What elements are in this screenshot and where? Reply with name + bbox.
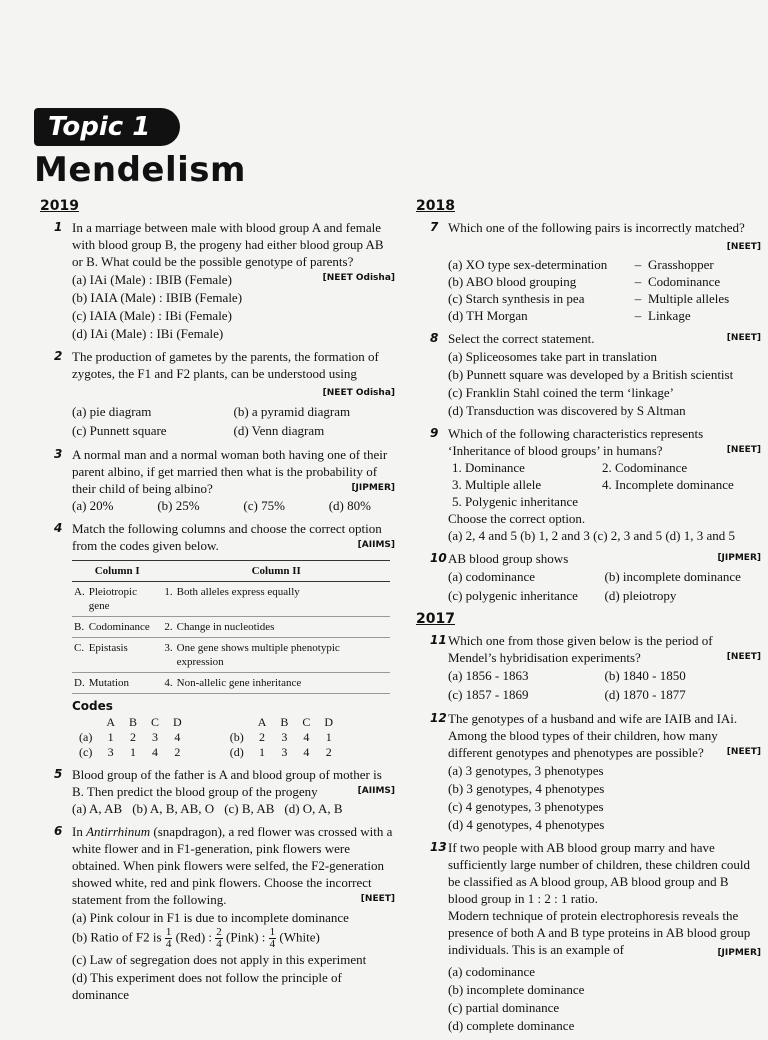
table-row bbox=[72, 582, 390, 617]
pair-left: (c) Starch synthesis in pea bbox=[448, 291, 585, 306]
fraction-numerator: 2 bbox=[216, 926, 222, 938]
source-tag: [NEET] bbox=[726, 333, 761, 343]
code-label: (c) bbox=[79, 745, 93, 759]
source-tag: [JIPMER] bbox=[351, 483, 395, 493]
fraction-numerator: 1 bbox=[269, 926, 276, 938]
code-cell: 4 bbox=[174, 730, 181, 744]
code-cell: 3 bbox=[281, 745, 288, 759]
option-c: (c) Law of segregation does not apply in this experiment bbox=[72, 952, 367, 967]
option-c: (c) IAIA (Male) : IBi (Female) bbox=[72, 308, 232, 323]
code-cell: 2 bbox=[130, 730, 136, 744]
option-c: (c) 75% bbox=[243, 498, 285, 513]
option-d: (d) O, A, B bbox=[284, 801, 343, 816]
code-cell: 1 bbox=[325, 730, 332, 744]
option-b-text: (Pink) : bbox=[226, 929, 266, 945]
code-cell: 3 bbox=[107, 745, 114, 759]
pair-row bbox=[448, 256, 761, 273]
table-cell: 2. bbox=[162, 617, 174, 638]
code-label: (a) bbox=[79, 730, 93, 744]
question-text: A normal man and a normal woman both having one of their parent albino, if get married then what is the probability of their child of being albino? bbox=[72, 447, 388, 496]
option-b-text: (Red) : bbox=[175, 929, 213, 945]
code-cell: 3 bbox=[152, 730, 159, 744]
table-cell: Non-allelic gene inheritance bbox=[175, 673, 390, 694]
source-tag: [AIIMS] bbox=[357, 540, 395, 550]
question-text: The production of gametes by the parents, the formation of zygotes, the F1 and F2 plants, can be understood using bbox=[72, 349, 379, 381]
question-number: 3 bbox=[54, 447, 63, 461]
source-tag: [NEET] bbox=[726, 445, 761, 455]
option-d: (d) IAi (Male) : IBi (Female) bbox=[72, 326, 224, 341]
source-tag: [NEET Odisha] bbox=[322, 273, 395, 283]
codes-header: C bbox=[302, 715, 311, 729]
codes-header: A bbox=[257, 715, 267, 729]
option-b: (b) incomplete dominance bbox=[604, 569, 741, 584]
code-cell: 2 bbox=[174, 745, 181, 759]
question-text: Match the following columns and choose the correct option from the codes given below. bbox=[72, 521, 382, 553]
source-tag: [NEET] bbox=[726, 242, 761, 252]
fraction bbox=[165, 927, 173, 950]
question-7 bbox=[416, 219, 761, 324]
question-text: In a marriage between male with blood group A and female with blood group B, the progeny had either blood group AB or B. What could be the possible genotype of parents? bbox=[72, 220, 384, 269]
list-item: 4. Incomplete dominance bbox=[602, 477, 734, 492]
codes-header: B bbox=[129, 715, 138, 729]
question-number: 7 bbox=[430, 220, 439, 234]
list-item: 5. Polygenic inheritance bbox=[452, 494, 578, 509]
option-a: (a) codominance bbox=[448, 569, 535, 584]
source-tag: [NEET] bbox=[360, 894, 395, 904]
pair-right: Grasshopper bbox=[648, 257, 714, 272]
option-b-text: (White) bbox=[279, 929, 320, 945]
question-number: 2 bbox=[54, 349, 63, 363]
code-cell: 1 bbox=[107, 730, 114, 744]
question-6 bbox=[40, 823, 395, 1003]
question-number: 5 bbox=[54, 767, 63, 781]
option-b-text: (b) Ratio of F2 is bbox=[72, 929, 162, 945]
codes-header: A bbox=[106, 715, 115, 729]
option-a: (a) codominance bbox=[448, 964, 535, 979]
fraction-numerator: 1 bbox=[165, 926, 172, 938]
table-cell: A. bbox=[72, 582, 87, 617]
question-text: Which one from those given below is the period of Mendel’s hybridisation experiments? bbox=[448, 633, 713, 665]
pair-left: (b) ABO blood grouping bbox=[448, 274, 577, 289]
option-c: (c) Punnett square bbox=[72, 423, 167, 438]
question-number: 13 bbox=[430, 840, 447, 854]
question-3 bbox=[40, 446, 395, 514]
table-cell: Both alleles express equally bbox=[175, 582, 390, 617]
table-cell: 3. bbox=[162, 638, 174, 673]
question-text: Blood group of the father is A and blood group of mother is B. Then predict the blood group of the progeny bbox=[72, 767, 382, 799]
instruction: Choose the correct option. bbox=[448, 511, 586, 526]
code-cell: 4 bbox=[152, 745, 159, 759]
option-a: (a) A, AB bbox=[72, 801, 123, 816]
codes-header: B bbox=[280, 715, 289, 729]
question-text: (snapdragon), a red flower was crossed with a white flower and in F1-generation, pink flowers were obtained. When pink flowers were selfed, the F2-generation showed white, red and pink flowers. Choose the incorrect statement from the following. bbox=[72, 824, 393, 907]
question-number: 12 bbox=[430, 711, 447, 725]
source-tag: [JIPMER] bbox=[717, 948, 761, 958]
option-c: (c) 1857 - 1869 bbox=[448, 687, 529, 702]
pair-row bbox=[448, 307, 761, 324]
table-cell: 1. bbox=[162, 582, 174, 617]
column-header: Column I bbox=[72, 561, 162, 582]
right-column bbox=[416, 198, 761, 1040]
match-table bbox=[72, 560, 390, 694]
fraction-denominator: 4 bbox=[165, 938, 172, 950]
pair-dash: – bbox=[634, 308, 642, 323]
table-cell: One gene shows multiple phenotypic expression bbox=[175, 638, 390, 673]
question-1 bbox=[40, 219, 395, 342]
option-b: (b) 3 genotypes, 4 phenotypes bbox=[448, 781, 605, 796]
question-13 bbox=[416, 839, 761, 1034]
question-text: Which of the following characteristics represents ‘Inheritance of blood groups’ in humans? bbox=[448, 426, 704, 458]
question-number: 6 bbox=[54, 824, 63, 838]
option-a: (a) 20% bbox=[72, 498, 114, 513]
list-item: 1. Dominance bbox=[452, 460, 525, 475]
source-tag: [JIPMER] bbox=[717, 553, 761, 563]
source-tag: [NEET Odisha] bbox=[322, 388, 395, 398]
fraction bbox=[215, 927, 223, 950]
table-row bbox=[72, 638, 390, 673]
option-d: (d) 1870 - 1877 bbox=[604, 687, 686, 702]
pair-right: Codominance bbox=[648, 274, 721, 289]
year-heading-2018: 2018 bbox=[416, 198, 455, 214]
code-cell: 3 bbox=[281, 730, 288, 744]
pair-dash: – bbox=[634, 291, 642, 306]
table-cell: C. bbox=[72, 638, 87, 673]
codes-title: Codes bbox=[72, 699, 113, 713]
option-a: (a) IAi (Male) : IBIB (Female) bbox=[72, 272, 232, 287]
option-c: (c) Franklin Stahl coined the term ‘linkage’ bbox=[448, 385, 674, 400]
option-c: (c) polygenic inheritance bbox=[448, 588, 578, 603]
option-b: (b) A, B, AB, O bbox=[132, 801, 215, 816]
codes-header: D bbox=[173, 715, 182, 729]
page-title: Mendelism bbox=[34, 150, 246, 190]
option-b: (b) 25% bbox=[157, 498, 200, 513]
question-12 bbox=[416, 710, 761, 833]
option-c: (c) partial dominance bbox=[448, 1000, 560, 1015]
question-text: Which one of the following pairs is incorrectly matched? bbox=[448, 220, 745, 235]
question-8 bbox=[416, 330, 761, 419]
question-number: 9 bbox=[430, 426, 439, 440]
code-label: (d) bbox=[229, 745, 244, 759]
option-d: (d) This experiment does not follow the principle of dominance bbox=[72, 970, 342, 1002]
table-cell: Mutation bbox=[87, 673, 163, 694]
column-header: Column II bbox=[162, 561, 390, 582]
question-text-2: Modern technique of protein electrophoresis reveals the presence of both A and B type proteins in AB blood group individuals. This is an example of bbox=[448, 908, 751, 957]
pair-row bbox=[448, 273, 761, 290]
option-b: (b) Punnett square was developed by a British scientist bbox=[448, 367, 734, 382]
option-b: (b) 1840 - 1850 bbox=[604, 668, 686, 683]
year-heading-2019: 2019 bbox=[40, 198, 79, 214]
code-cell: 1 bbox=[259, 745, 266, 759]
question-11 bbox=[416, 632, 761, 704]
question-5 bbox=[40, 766, 395, 817]
option-d: (d) Transduction was discovered by S Altman bbox=[448, 403, 686, 418]
table-cell: 4. bbox=[162, 673, 174, 694]
table-cell: Epistasis bbox=[87, 638, 163, 673]
code-cell: 1 bbox=[130, 745, 136, 759]
pair-dash: – bbox=[634, 274, 642, 289]
question-text: In bbox=[72, 824, 87, 839]
option-d: (d) Venn diagram bbox=[233, 423, 325, 438]
question-text-italic: Antirrhinum bbox=[86, 824, 151, 839]
question-text: If two people with AB blood group marry and have sufficiently large number of children, these children could be classified as A blood group, AB blood group and B blood group in 1 : 2 : 1 ratio. bbox=[448, 840, 751, 906]
topic-badge: Topic 1 bbox=[34, 108, 180, 146]
question-number: 1 bbox=[54, 220, 63, 234]
question-number: 10 bbox=[430, 551, 447, 565]
option-d: (d) complete dominance bbox=[448, 1018, 575, 1033]
question-text: AB blood group shows bbox=[448, 551, 569, 566]
question-number: 8 bbox=[430, 331, 439, 345]
pair-left: (d) TH Morgan bbox=[448, 308, 528, 323]
table-row bbox=[72, 673, 390, 694]
left-column bbox=[40, 198, 395, 1009]
question-text: The genotypes of a husband and wife are IAIB and IAi. Among the blood types of their children, how many different genotypes and phenotypes are possible? bbox=[448, 711, 738, 760]
option-a: (a) Spliceosomes take part in translation bbox=[448, 349, 658, 364]
characteristics-list bbox=[448, 459, 761, 510]
codes-table bbox=[72, 715, 340, 760]
option-b: (b) incomplete dominance bbox=[448, 982, 585, 997]
code-cell: 4 bbox=[303, 745, 310, 759]
list-item: 3. Multiple allele bbox=[452, 477, 542, 492]
option-c: (c) B, AB bbox=[224, 801, 275, 816]
answer-options: (a) 2, 4 and 5 (b) 1, 2 and 3 (c) 2, 3 and 5 (d) 1, 3 and 5 bbox=[448, 528, 736, 543]
question-10 bbox=[416, 550, 761, 605]
pair-left: (a) XO type sex-determination bbox=[448, 257, 608, 272]
codes-header: D bbox=[324, 715, 334, 729]
option-a: (a) Pink colour in F1 is due to incomplete dominance bbox=[72, 910, 349, 925]
code-cell: 2 bbox=[325, 745, 332, 759]
option-a: (a) 1856 - 1863 bbox=[448, 668, 529, 683]
option-b bbox=[72, 927, 395, 950]
codes-header: C bbox=[151, 715, 160, 729]
table-cell: Codominance bbox=[87, 617, 163, 638]
pair-dash: – bbox=[634, 257, 642, 272]
option-b: (b) a pyramid diagram bbox=[233, 404, 351, 419]
option-a: (a) 3 genotypes, 3 phenotypes bbox=[448, 763, 604, 778]
source-tag: [NEET] bbox=[726, 747, 761, 757]
code-cell: 2 bbox=[259, 730, 266, 744]
table-cell: D. bbox=[72, 673, 87, 694]
source-tag: [NEET] bbox=[726, 652, 761, 662]
question-4 bbox=[40, 520, 395, 760]
table-cell: B. bbox=[72, 617, 87, 638]
fraction-denominator: 4 bbox=[216, 938, 222, 950]
code-label: (b) bbox=[229, 730, 244, 744]
list-item: 2. Codominance bbox=[602, 460, 688, 475]
option-c: (c) 4 genotypes, 3 phenotypes bbox=[448, 799, 604, 814]
code-cell: 4 bbox=[303, 730, 310, 744]
question-text: Select the correct statement. bbox=[448, 331, 595, 346]
option-d: (d) 4 genotypes, 4 phenotypes bbox=[448, 817, 605, 832]
year-heading-2017: 2017 bbox=[416, 611, 455, 627]
fraction-denominator: 4 bbox=[269, 938, 276, 950]
option-d: (d) pleiotropy bbox=[604, 588, 677, 603]
table-cell: Pleiotropic gene bbox=[87, 582, 163, 617]
pair-row bbox=[448, 290, 761, 307]
table-cell: Change in nucleotides bbox=[175, 617, 390, 638]
question-number: 4 bbox=[54, 521, 63, 535]
table-row bbox=[72, 617, 390, 638]
option-d: (d) 80% bbox=[328, 498, 371, 513]
question-2 bbox=[40, 348, 395, 440]
fraction bbox=[269, 927, 277, 950]
option-a: (a) pie diagram bbox=[72, 404, 152, 419]
option-b: (b) IAIA (Male) : IBIB (Female) bbox=[72, 290, 243, 305]
question-number: 11 bbox=[430, 633, 447, 647]
question-9 bbox=[416, 425, 761, 544]
pair-right: Multiple alleles bbox=[648, 291, 730, 306]
source-tag: [AIIMS] bbox=[357, 786, 395, 796]
pair-right: Linkage bbox=[648, 308, 691, 323]
